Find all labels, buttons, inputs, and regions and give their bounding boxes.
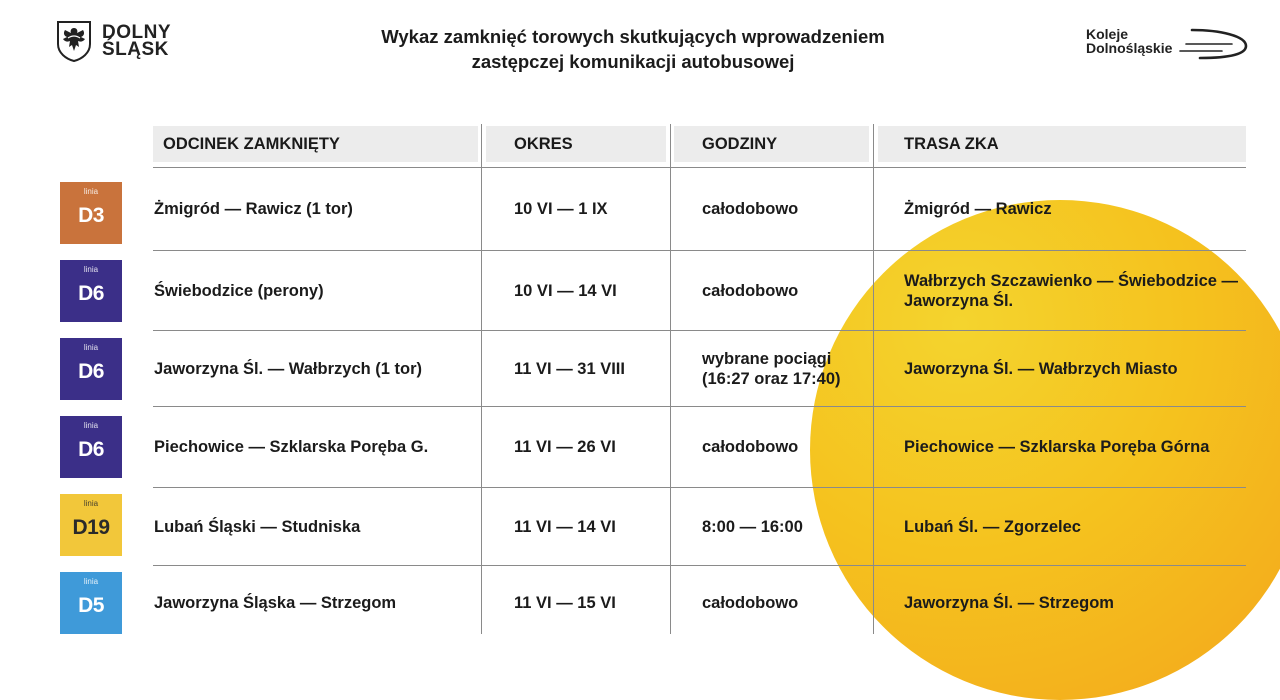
- line-badge-label: linia: [83, 577, 99, 586]
- line-badge-label: linia: [83, 343, 99, 352]
- line-badge-label: linia: [83, 265, 99, 274]
- column-header-route: TRASA ZKA: [878, 126, 1246, 162]
- table-cell-period: 10 VI — 1 IX: [514, 200, 608, 218]
- koleje-dolnoslaskie-logo: [1086, 27, 1172, 55]
- table-cell-route: Żmigród — Rawicz: [904, 200, 1052, 218]
- page-title: [320, 24, 946, 74]
- line-badge-code: D19: [72, 516, 110, 539]
- column-header-hours: GODZINY: [674, 126, 869, 162]
- table-cell-section: Jaworzyna Śląska — Strzegom: [154, 594, 397, 612]
- table-cell-section: Jaworzyna Śl. — Wałbrzych (1 tor): [154, 359, 423, 378]
- table-cell-period: 10 VI — 14 VI: [514, 281, 617, 300]
- title-line1: Wykaz zamknięć torowych skutkujących wprowadzeniem: [381, 26, 885, 47]
- table-cell-route: Wałbrzych Szczawienko — Świebodzice — Jaworzyna Śl.: [904, 271, 1239, 310]
- table-cell-period: 11 VI — 31 VIII: [514, 359, 625, 378]
- line-badge-code: D3: [78, 204, 104, 227]
- region-name-line2: ŚLĄSK: [102, 39, 169, 60]
- line-badge-code: D6: [78, 282, 104, 305]
- line-badge-label: linia: [83, 421, 99, 430]
- column-divider: [481, 124, 482, 634]
- line-badge-d19: [60, 494, 122, 556]
- dolny-slask-logo: [56, 20, 171, 62]
- line-badge-code: D5: [78, 594, 104, 617]
- line-badge-label: linia: [83, 499, 99, 508]
- table-cell-route: Jaworzyna Śl. — Strzegom: [904, 594, 1114, 612]
- table-cell-section: Świebodzice (perony): [154, 281, 324, 300]
- title-line2: zastępczej komunikacji autobusowej: [471, 51, 795, 72]
- table-cell-period: 11 VI — 26 VI: [514, 438, 616, 456]
- eagle-crest-icon: [56, 20, 92, 62]
- line-badge-d6: [60, 416, 122, 478]
- table-cell-period: 11 VI — 15 VI: [514, 594, 616, 612]
- operator-name-line2: Dolnośląskie: [1086, 40, 1173, 56]
- table-cell-hours: całodobowo: [702, 594, 799, 612]
- column-divider: [873, 124, 874, 634]
- table-cell-route: Lubań Śl. — Zgorzelec: [904, 517, 1081, 536]
- table-cell-hours: wybrane pociągi (16:27 oraz 17:40): [702, 349, 841, 388]
- column-header-period: OKRES: [486, 126, 666, 162]
- table-cell-hours: całodobowo: [702, 200, 799, 218]
- line-badge-code: D6: [78, 360, 104, 383]
- table-cell-route: Piechowice — Szklarska Poręba Górna: [904, 438, 1210, 456]
- region-name-line1: DOLNY: [102, 22, 171, 43]
- table-cell-section: Piechowice — Szklarska Poręba G.: [154, 438, 429, 456]
- line-badge-code: D6: [78, 438, 104, 461]
- table-cell-section: Lubań Śląski — Studniska: [154, 517, 361, 536]
- table-cell-period: 11 VI — 14 VI: [514, 517, 616, 536]
- column-header-section: ODCINEK ZAMKNIĘTY: [153, 126, 478, 162]
- table-cell-route: Jaworzyna Śl. — Wałbrzych Miasto: [904, 359, 1178, 378]
- table-cell-section: Żmigród — Rawicz (1 tor): [154, 200, 353, 218]
- line-badge-d6: [60, 260, 122, 322]
- line-badge-d6: [60, 338, 122, 400]
- line-badge-d3: [60, 182, 122, 244]
- table-cell-hours: całodobowo: [702, 438, 799, 456]
- line-badge-d5: [60, 572, 122, 634]
- table-cell-hours: całodobowo: [702, 281, 799, 300]
- operator-name-line1: Koleje: [1086, 26, 1129, 42]
- line-badge-label: linia: [83, 187, 99, 196]
- column-divider: [670, 124, 671, 634]
- table-cell-hours: 8:00 — 16:00: [702, 517, 803, 536]
